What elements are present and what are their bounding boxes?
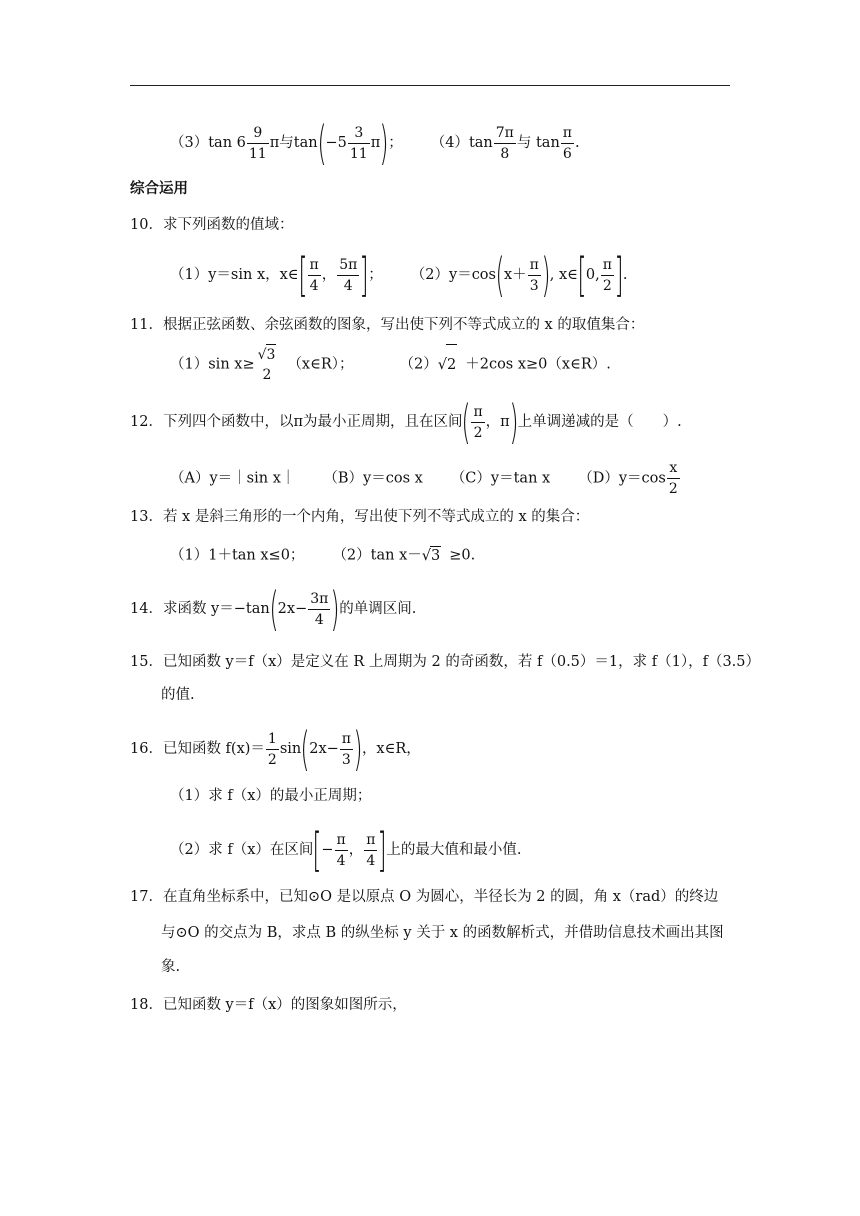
q16-lparen: ( [300,722,310,776]
q9-p4-frac2-num: π [561,123,574,144]
q12-frac-num: π [471,402,484,423]
q12-option-d-frac [667,458,680,499]
q13-p2-label: （2）tan x－ [332,547,422,564]
q11-p1-domain: （x∈R）； [287,356,354,373]
q10-p1-end: ； [368,267,383,283]
q14-lparen: ( [269,582,279,636]
q10-p2-lbracket: [ [577,248,587,302]
q10-p2-label: （2） [410,267,449,283]
q9-p4-frac2 [561,123,574,164]
q12-int-b: ，π [485,414,510,430]
q10-p1-lbracket: [ [298,248,308,302]
q16-rparen: ) [353,722,363,776]
q9-p3-tan2: tan [293,135,318,151]
q10-p1-expr: y＝sin x，x∈ [208,267,299,283]
q11-p1-frac [256,344,279,385]
q9-p3-frac2 [348,123,370,164]
q12-option-b: （B）y＝cos x [323,470,423,487]
q16-p2-neg: − [321,842,334,858]
q16-p2-frac1-den: 4 [336,852,346,869]
q10-p2-frac-den: 3 [529,277,539,294]
q16-coef-frac [266,729,279,770]
q10-p2-rparen: ) [541,248,551,302]
q10-p1-label: （1） [170,267,209,283]
q9-p3-lparen: ( [317,116,327,170]
q10-parts [170,248,628,302]
q16-p2-lbracket: [ [312,823,322,877]
q17-line1: 17．在直角坐标系中，已知⊙O 是以原点 O 为圆心，半径长为 2 的圆，角 x（rad）的终边 [130,889,719,905]
header-rule [130,85,730,86]
q9-p4-label: （4） [430,135,469,151]
q9-p4-and: 与 tan [516,135,560,151]
q12-frac-den: 2 [473,424,483,441]
q16-sin: sin [279,741,302,757]
q9-p4-frac1-den: 8 [500,145,510,162]
q12-options [170,458,681,498]
q11-stem: 11．根据正弦函数、余弦函数的图象，写出使下列不等式成立的 x 的取值集合： [130,317,645,333]
q13-p2-sqrt: √3 [421,548,441,564]
q16-p2-a: （2）求 f（x）在区间 [170,842,314,858]
q16-frac-num: π [340,729,353,750]
q9-p4-end: . [574,135,580,151]
q9-p3-tan1: tan 6 [208,135,246,151]
q11-p2-radicand: 2 [446,344,457,385]
q14-stem-b: 的单调区间. [339,601,417,617]
q9-p4-frac1-num: 7π [494,123,516,144]
q16-p2-frac1 [335,830,348,871]
q12-option-d: （D）y＝cos [578,470,666,487]
q11-p2-expr: ＋2cos x≥0（x∈R）. [465,356,611,373]
q12-frac [471,402,484,443]
q16-p2-frac1-num: π [335,830,348,851]
q12-lparen: ( [461,395,471,449]
q11-p2-sqrt: √2 [438,344,457,385]
q10-p1-comma: ， [321,267,337,283]
q16-p2-frac2-den: 4 [366,852,376,869]
q10-p1-frac-a-den: 4 [309,277,319,294]
q10-p2-zero: 0, [585,267,600,283]
q10-p2-frac-num: π [528,255,541,276]
q10-p2-lparen: ( [495,248,505,302]
q13-stem: 13．若 x 是斜三角形的一个内角，写出使下列不等式成立的 x 的集合： [130,509,590,525]
q9-p4-frac1 [494,123,516,164]
q16-coef-num: 1 [266,729,279,750]
q13-p2-radicand: 3 [431,548,441,564]
q13-parts [170,546,475,565]
q14-frac [308,589,330,630]
q9-p3-pi1: π [269,135,280,151]
q16-frac-den: 3 [341,751,351,768]
q9-p3-neg: −5 [325,135,347,151]
q12-option-c: （C）y＝tan x [450,470,551,487]
q9-p3-and: 与 [279,135,294,151]
q14-rparen: ) [330,582,340,636]
q10-p1-frac-a-num: π [308,255,321,276]
q11-p1-label: （1） [170,356,209,373]
section-title: 综合运用 [130,181,188,197]
q10-p2-mid: , x∈ [549,267,578,283]
q13-p1: （1）1＋tan x≤0； [170,547,305,564]
q9-p3-pi2: π [370,135,381,151]
q15-line2: 的值. [161,687,195,703]
q16-coef-den: 2 [267,751,277,768]
q14-frac-den: 4 [314,611,324,628]
q9-p3-frac1-den: 11 [248,145,267,162]
q10-p2-rbracket: ] [614,248,624,302]
q16-arg: 2x− [309,741,339,757]
q13-p2-end: ≥0. [449,547,476,564]
q12-stem-b: 上单调递减的是（ ）. [517,414,682,430]
q9-p3-frac1 [247,123,269,164]
q12-option-d-frac-den: 2 [668,481,678,497]
q16-p2-frac2 [364,830,377,871]
q16-stem [130,722,421,776]
q10-p1-frac-a [308,255,321,296]
q11-p2-label: （2） [399,356,438,373]
q11-p1-expr: sin x≥ [208,356,255,373]
q16-p2-rbracket: ] [377,823,387,877]
q16-p2-frac2-num: π [364,830,377,851]
q14-stem-a: 14．求函数 y＝−tan [130,601,270,617]
q10-p2-frac2-num: π [601,255,614,276]
q9-p3-label: （3） [170,135,209,151]
q15-line1: 15．已知函数 y＝f（x）是定义在 R 上周期为 2 的奇函数，若 f（0.5）＝1，求 f（1），f（3.5） [130,654,761,670]
q10-p1-frac-b-num: 5π [337,255,359,276]
q10-p2-frac2 [601,255,614,296]
q12-option-d-frac-num: x [667,458,680,479]
q17-line3: 象. [161,959,181,975]
q12-rparen: ) [509,395,519,449]
q12-stem [130,395,682,449]
q9-p3-frac2-den: 11 [349,145,368,162]
q10-p1-frac-b [337,255,359,296]
q16-p2-comma: ， [348,842,364,858]
q10-p2-frac [528,255,541,296]
q16-stem-a: 16．已知函数 f(x)＝ [130,741,265,757]
q14 [130,582,417,636]
q9-p3-rparen: ) [379,116,389,170]
q9-p3-frac1-num: 9 [247,123,269,144]
q17-line2: 与⊙O 的交点为 B，求点 B 的纵坐标 y 关于 x 的函数解析式，并借助信息技术画出其图 [161,925,724,941]
q9-p3-frac2-num: 3 [348,123,370,144]
q16-p2 [170,823,522,877]
q12-option-a: （A）y＝｜sin x｜ [170,470,296,487]
q18-stem: 18．已知函数 y＝f（x）的图象如图所示， [130,997,407,1013]
q10-p2-x: x＋ [503,267,527,283]
q11-p1-sqrt: √3 [258,344,277,365]
q11-p1-frac-num [256,344,279,365]
q11-parts [170,344,611,384]
q9-p3-end: ； [388,135,403,151]
q9-p4-frac2-den: 6 [562,145,572,162]
q12-stem-a: 12．下列四个函数中，以π为最小正周期，且在区间 [130,414,463,430]
q16-frac [340,729,353,770]
q16-p2-b: 上的最大值和最小值. [386,842,522,858]
q16-stem-b: ，x∈R， [361,741,421,757]
q14-frac-num: 3π [308,589,330,610]
q10-p2-end: . [622,267,628,283]
q9-parts-3-4 [170,116,580,170]
q9-p4-tan1: tan [468,135,493,151]
q11-p1-radicand: 3 [266,344,277,365]
q10-stem: 10．求下列函数的值域： [130,217,294,233]
q10-p1-rbracket: ] [359,248,369,302]
q16-p1: （1）求 f（x）的最小正周期； [170,788,372,804]
q10-p1-frac-b-den: 4 [343,277,353,294]
q10-p2-frac2-den: 2 [602,277,612,294]
q14-arg: 2x− [277,601,308,617]
q10-p2-expr: y＝cos [449,267,496,283]
q11-p1-frac-den: 2 [262,367,272,383]
